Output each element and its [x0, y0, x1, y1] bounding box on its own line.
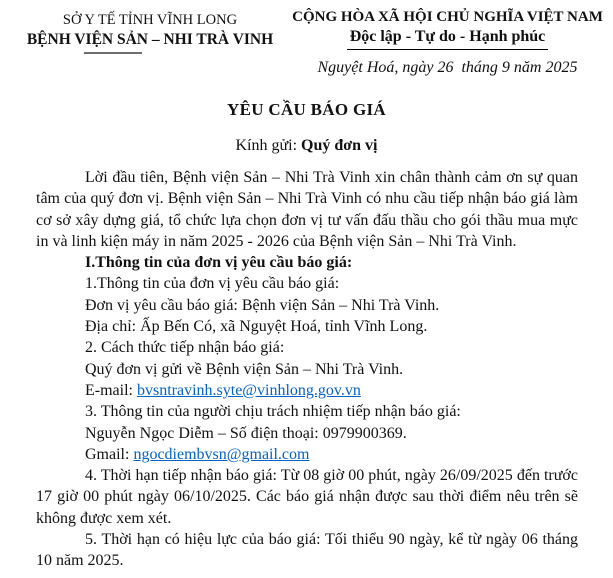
- intro-paragraph: Lời đầu tiên, Bệnh viện Sản – Nhi Trà Vinh xin chân thành cảm ơn sự quan tâm của quý đơn vị. Bệnh viện Sản – Nhi Trà Vinh có nhu cầu tiếp nhận báo giá làm cơ sở xây dựng giá, tổ chức lựa chọn đơn vị tư vấn đấu thầu cho gói thầu mua mực in và linh kiện máy in năm 2025 - 2026 của Bệnh viện Sản – Nhi Trà Vinh.: [36, 169, 578, 250]
- salutation-prefix: Kính gửi:: [235, 137, 302, 154]
- document-header: [0, 0, 613, 77]
- document-title: YÊU CẦU BÁO GIÁ: [227, 100, 386, 119]
- item-1-heading: 1.Thông tin của đơn vị yêu cầu báo giá:: [85, 275, 340, 293]
- email-link[interactable]: bvsntravinh.syte@vinhlong.gov.vn: [136, 381, 361, 399]
- item-5-paragraph: 5. Thời hạn có hiệu lực của báo giá: Tối thiểu 90 ngày, kể từ ngày 06 tháng 10 năm 2025.: [36, 531, 578, 570]
- item-3-heading: 3. Thông tin của người chịu trách nhiệm tiếp nhận báo giá:: [85, 403, 461, 421]
- gmail-link[interactable]: ngocdiembvsn@gmail.com: [133, 445, 310, 463]
- email-line: [36, 380, 578, 401]
- salutation-line: [0, 137, 613, 155]
- motto-line: Độc lập - Tự do - Hạnh phúc: [347, 28, 549, 50]
- requester-line: Đơn vị yêu cầu báo giá: Bệnh viện Sản – Nhi Trà Vinh.: [85, 296, 440, 314]
- gmail-line: [36, 444, 578, 465]
- contact-person-line: Nguyễn Ngọc Diễm – Số điện thoại: 0979900369.: [85, 424, 407, 442]
- document-body: [0, 155, 613, 572]
- issuer-underline-rule: [84, 52, 142, 54]
- item-4-paragraph: 4. Thời hạn tiếp nhận báo giá: Từ 08 giờ 00 phút, ngày 26/09/2025 đến trước 17 giờ 00 phút ngày 06/10/2025. Các báo giá nhận được sau thời điểm nêu trên sẽ không được xem xét.: [36, 467, 578, 527]
- address-line: Địa chỉ: Ấp Bến Có, xã Nguyệt Hoá, tỉnh Vĩnh Long.: [85, 318, 428, 336]
- national-title: CỘNG HÒA XÃ HỘI CHỦ NGHĨA VIỆT NAM: [292, 9, 603, 25]
- item-2-heading: 2. Cách thức tiếp nhận báo giá:: [85, 339, 285, 357]
- national-motto-block: [288, 9, 607, 77]
- email-label: E-mail:: [85, 381, 137, 399]
- issuer-department: SỞ Y TẾ TỈNH VĨNH LONG: [62, 12, 238, 28]
- section-1-heading: I.Thông tin của đơn vị yêu cầu báo giá:: [85, 254, 353, 272]
- motto-wrap: [288, 28, 607, 50]
- gmail-label: Gmail:: [85, 445, 134, 463]
- send-to-line: Quý đơn vị gửi về Bệnh viện Sản – Nhi Trà Vinh.: [85, 360, 404, 378]
- salutation-recipient: Quý đơn vị: [301, 137, 378, 154]
- issuer-hospital-name: BỆNH VIỆN SẢN – NHI TRÀ VINH: [26, 31, 274, 48]
- place-date-line: Nguyệt Hoá, ngày 26 tháng 9 năm 2025: [317, 59, 578, 76]
- issuer-block: [12, 9, 288, 77]
